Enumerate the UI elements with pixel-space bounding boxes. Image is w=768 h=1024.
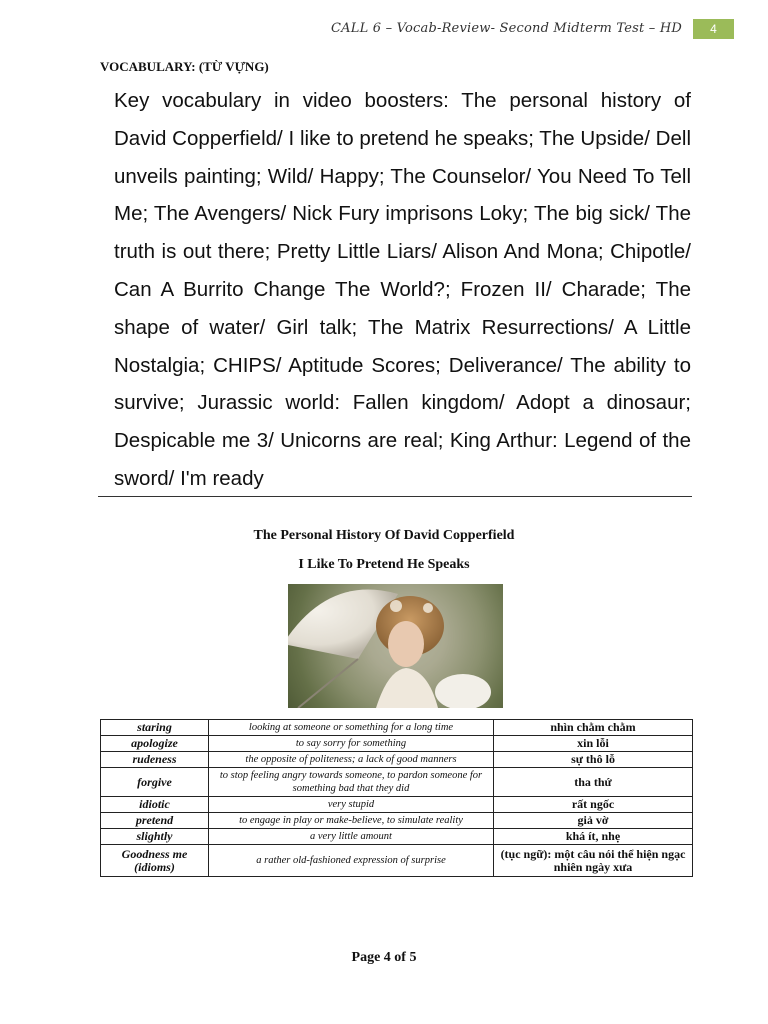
definition-cell: to stop feeling angry towards someone, to pardon someone for something bad that they did bbox=[209, 768, 494, 797]
translation-cell: xin lỗi bbox=[494, 736, 693, 752]
word-cell: staring bbox=[101, 720, 209, 736]
lesson-subtitle: I Like To Pretend He Speaks bbox=[298, 557, 470, 572]
definition-cell: a rather old-fashioned expression of surprise bbox=[209, 845, 494, 877]
word-cell: rudeness bbox=[101, 752, 209, 768]
page-header bbox=[0, 19, 768, 41]
table-row bbox=[101, 768, 693, 797]
definition-cell: the opposite of politeness; a lack of good manners bbox=[209, 752, 494, 768]
table-row bbox=[101, 736, 693, 752]
table-row bbox=[101, 752, 693, 768]
translation-cell: khá ít, nhẹ bbox=[494, 829, 693, 845]
table-row bbox=[101, 813, 693, 829]
film-still-illustration bbox=[288, 584, 503, 708]
definition-cell: to say sorry for something bbox=[209, 736, 494, 752]
translation-cell: rất ngốc bbox=[494, 797, 693, 813]
definition-cell: a very little amount bbox=[209, 829, 494, 845]
lesson-title: The Personal History Of David Copperfield bbox=[253, 528, 515, 543]
table-row bbox=[101, 797, 693, 813]
page-footer: Page 4 of 5 bbox=[351, 950, 417, 965]
table-row bbox=[101, 720, 693, 736]
word-cell: forgive bbox=[101, 768, 209, 797]
page-number-badge: 4 bbox=[693, 19, 734, 39]
translation-cell: nhìn chằm chằm bbox=[494, 720, 693, 736]
definition-cell: looking at someone or something for a long time bbox=[209, 720, 494, 736]
face-shape bbox=[388, 621, 424, 667]
word-cell: pretend bbox=[101, 813, 209, 829]
word-cell: idiotic bbox=[101, 797, 209, 813]
word-cell: Goodness me (idioms) bbox=[101, 845, 209, 877]
film-still-photo bbox=[288, 584, 503, 708]
word-cell: apologize bbox=[101, 736, 209, 752]
table-row bbox=[101, 845, 693, 877]
translation-cell: giả vờ bbox=[494, 813, 693, 829]
word-cell: slightly bbox=[101, 829, 209, 845]
table-row bbox=[101, 829, 693, 845]
section-heading: VOCABULARY: (TỪ VỰNG) bbox=[100, 59, 269, 74]
translation-cell: (tục ngữ): một câu nói thể hiện ngạc nhiên ngày xưa bbox=[494, 845, 693, 877]
definition-cell: to engage in play or make-believe, to simulate reality bbox=[209, 813, 494, 829]
translation-cell: tha thứ bbox=[494, 768, 693, 797]
vocabulary-table bbox=[100, 719, 693, 877]
translation-cell: sự thô lỗ bbox=[494, 752, 693, 768]
running-title: CALL 6 – Vocab-Review- Second Midterm Test – HD bbox=[331, 21, 682, 36]
section-divider bbox=[98, 496, 692, 497]
definition-cell: very stupid bbox=[209, 797, 494, 813]
vocabulary-paragraph: Key vocabulary in video boosters: The personal history of David Copperfield/ I like to pretend he speaks; The Upside/ Dell unveils painting; Wild/ Happy; The Counselor/ You Need To Tell Me; The Avengers/ Nick Fury imprisons Loky; The big sick/ The truth is out there; Pretty Little Liars/ Alison And Mona; Chipotle/ Can A Burrito Change The World?; Frozen II/ Charade; The shape of water/ Girl talk; The Matrix Resurrections/ A Little Nostalgia; CHIPS/ Aptitude Scores; Deliverance/ The ability to survive; Jurassic world: Fallen kingdom/ Adopt a dinosaur; Despicable me 3/ Unicorns are real; King Arthur: Legend of the sword/ I'm ready bbox=[114, 89, 691, 490]
